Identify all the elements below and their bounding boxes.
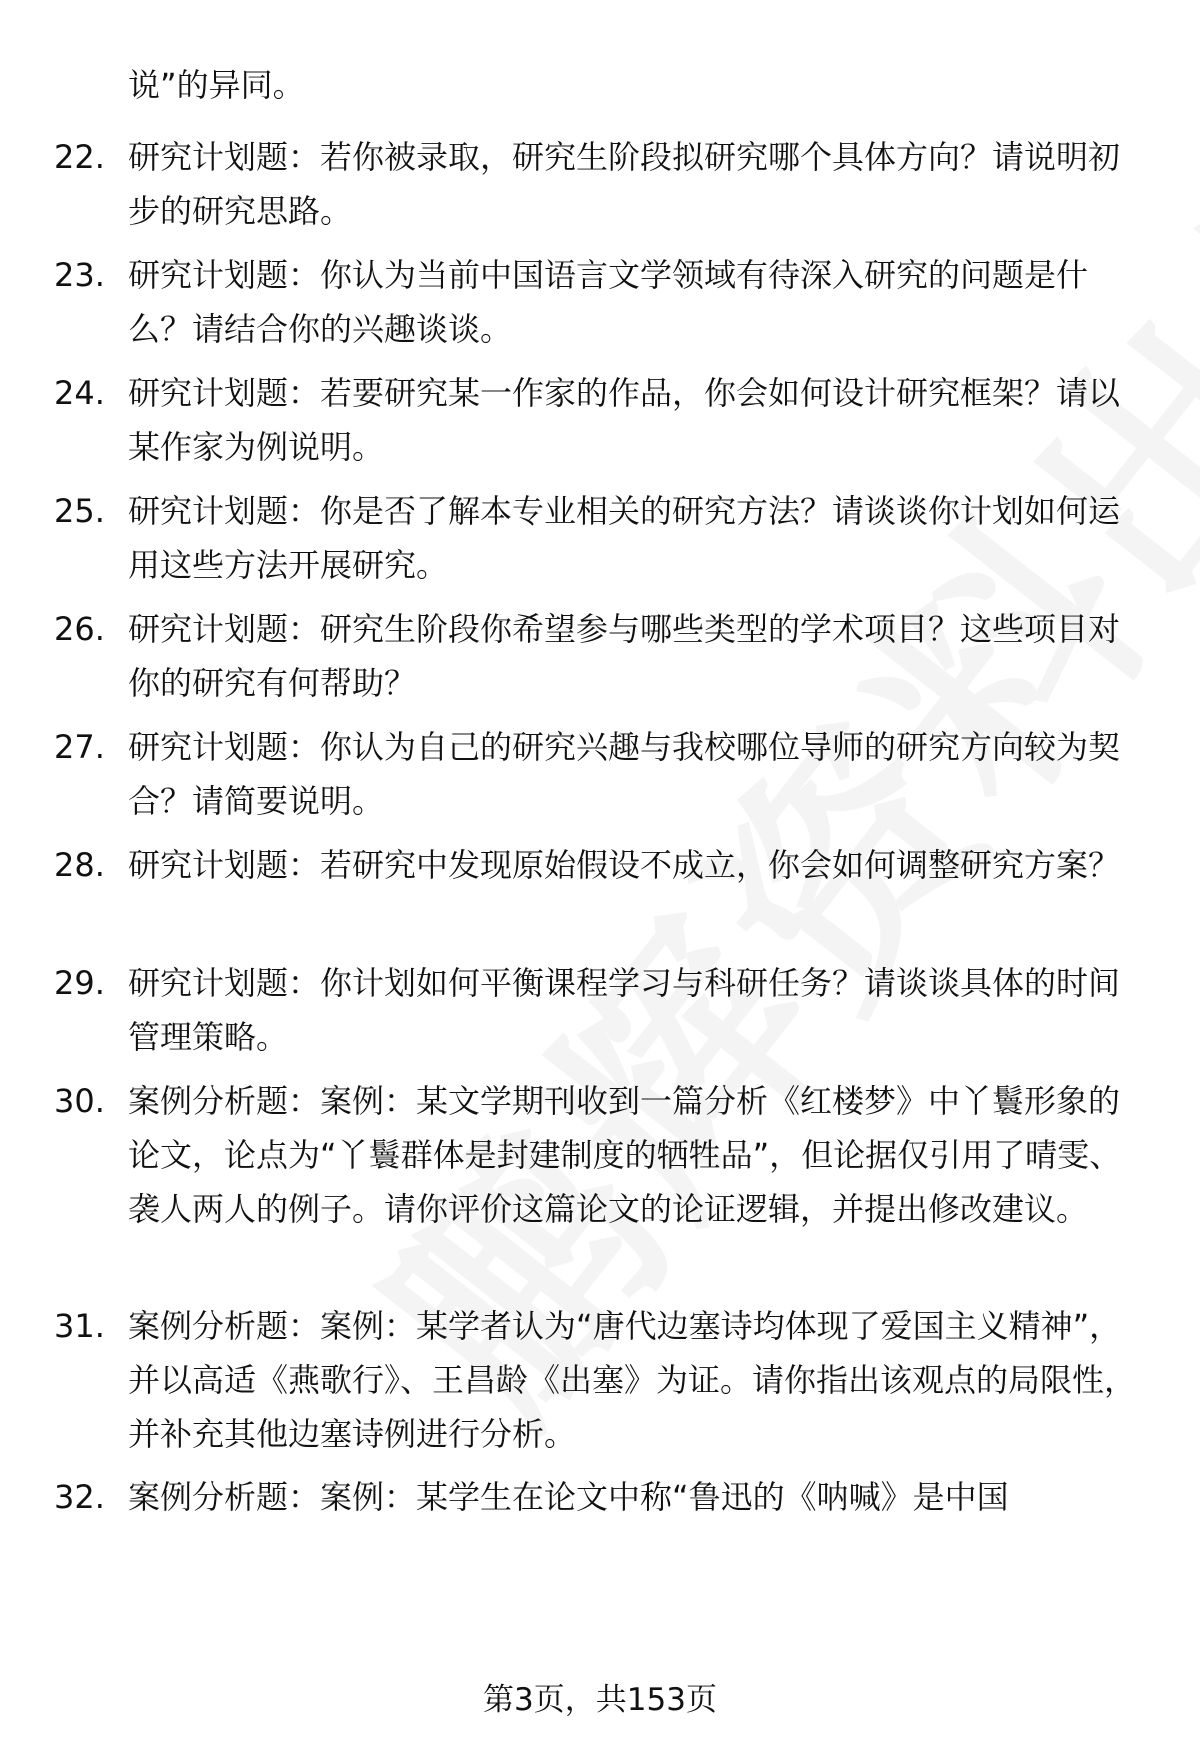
question-number: 25. xyxy=(54,492,105,530)
question-number: 22. xyxy=(54,138,105,176)
continuation-text: 说”的异同。 xyxy=(128,66,305,104)
question-text: 研究计划题：你是否了解本专业相关的研究方法？请谈谈你计划如何运用这些方法开展研究。 xyxy=(128,492,1121,584)
question-text: 研究计划题：研究生阶段你希望参与哪些类型的学术项目？这些项目对你的研究有何帮助？ xyxy=(128,610,1121,702)
question-number: 29. xyxy=(54,964,105,1002)
question-number: 23. xyxy=(54,256,105,294)
question-text: 案例分析题：案例：某文学期刊收到一篇分析《红楼梦》中丫鬟形象的论文，论点为“丫鬟群体是封建制度的牺牲品”，但论据仅引用了晴雯、袭人两人的例子。请你评价这篇论文的论证逻辑，并提出修改建议。 xyxy=(128,1082,1122,1228)
question-number: 30. xyxy=(54,1082,105,1120)
question-text: 研究计划题：若研究中发现原始假设不成立，你会如何调整研究方案？ xyxy=(128,846,1121,884)
question-text: 研究计划题：若你被录取，研究生阶段拟研究哪个具体方向？请说明初步的研究思路。 xyxy=(128,138,1121,230)
question-number: 26. xyxy=(54,610,105,648)
question-text: 案例分析题：案例：某学者认为“唐代边塞诗均体现了爱国主义精神”，并以高适《燕歌行》、王昌龄《出塞》为证。请你指出该观点的局限性，并补充其他边塞诗例进行分析。 xyxy=(128,1307,1137,1453)
question-number: 27. xyxy=(54,728,105,766)
question-number: 24. xyxy=(54,374,105,412)
page-footer: 第3页，共153页 xyxy=(483,1682,717,1718)
question-text: 研究计划题：你认为自己的研究兴趣与我校哪位导师的研究方向较为契合？请简要说明。 xyxy=(128,728,1121,820)
question-number: 28. xyxy=(54,846,105,884)
question-text: 案例分析题：案例：某学生在论文中称“鲁迅的《呐喊》是中国 xyxy=(128,1478,1009,1516)
question-number: 31. xyxy=(54,1307,105,1345)
question-text: 研究计划题：你认为当前中国语言文学领域有待深入研究的问题是什么？请结合你的兴趣谈谈。 xyxy=(128,256,1089,348)
question-text: 研究计划题：你计划如何平衡课程学习与科研任务？请谈谈具体的时间管理策略。 xyxy=(128,964,1121,1056)
question-number: 32. xyxy=(54,1478,105,1516)
question-text: 研究计划题：若要研究某一作家的作品，你会如何设计研究框架？请以某作家为例说明。 xyxy=(128,374,1121,466)
